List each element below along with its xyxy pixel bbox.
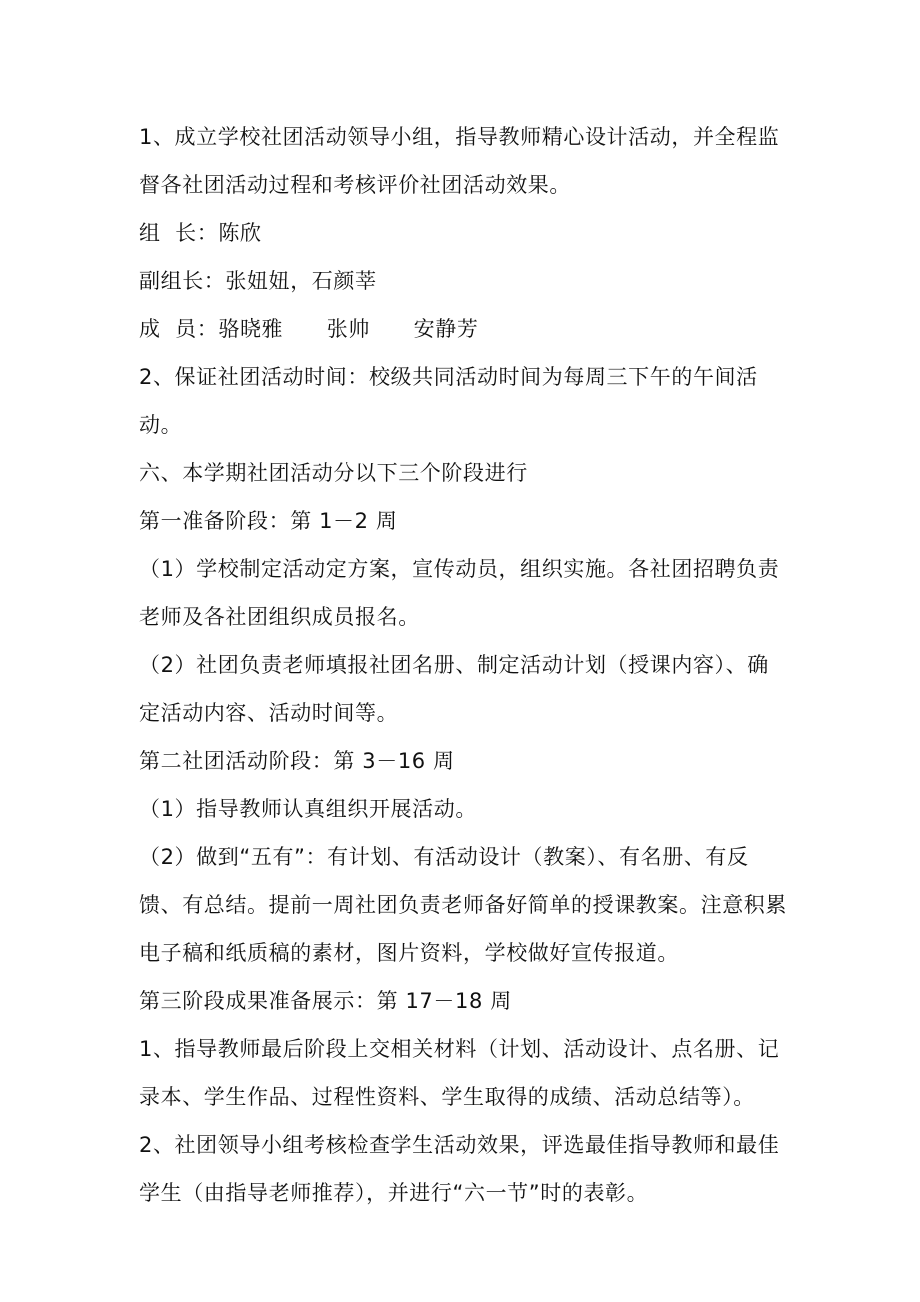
paragraph-group-leader: 组 长：陈欣 — [139, 221, 262, 245]
stage-two-item-1: （1）指导教师认真组织开展活动。 — [139, 797, 477, 821]
paragraph-members: 成 员：骆晓雅 张帅 安静芳 — [139, 317, 479, 341]
stage-three-item-2: 2、社团领导小组考核检查学生活动效果，评选最佳指导教师和最佳学生（由指导老师推荐），并进行“六一节”时的表彰。 — [139, 1133, 780, 1205]
document-body — [139, 113, 787, 1217]
stage-one-heading: 第一准备阶段：第 1－2 周 — [139, 509, 398, 533]
stage-one-item-2: （2）社团负责老师填报社团名册、制定活动计划（授课内容）、确定活动内容、活动时间等。 — [139, 653, 769, 725]
paragraph-leadership-group: 1、成立学校社团活动领导小组，指导教师精心设计活动，并全程监督各社团活动过程和考核评价社团活动效果。 — [139, 125, 780, 197]
paragraph-deputy-leaders: 副组长：张妞妞，石颜莘 — [139, 269, 377, 293]
paragraph-activity-time: 2、保证社团活动时间：校级共同活动时间为每周三下午的午间活动。 — [139, 365, 758, 437]
stage-two-item-2: （2）做到“五有”：有计划、有活动设计（教案）、有名册、有反馈、有总结。提前一周社团负责老师备好简单的授课教案。注意积累电子稿和纸质稿的素材，图片资料，学校做好宣传报道。 — [139, 845, 787, 965]
stage-two-heading: 第二社团活动阶段：第 3－16 周 — [139, 749, 455, 773]
stage-three-item-1: 1、指导教师最后阶段上交相关材料（计划、活动设计、点名册、记录本、学生作品、过程性资料、学生取得的成绩、活动总结等）。 — [139, 1037, 780, 1109]
section-heading-stages: 六、本学期社团活动分以下三个阶段进行 — [139, 461, 528, 485]
stage-one-item-1: （1）学校制定活动定方案，宣传动员，组织实施。各社团招聘负责老师及各社团组织成员报名。 — [139, 557, 780, 629]
stage-three-heading: 第三阶段成果准备展示：第 17－18 周 — [139, 989, 512, 1013]
